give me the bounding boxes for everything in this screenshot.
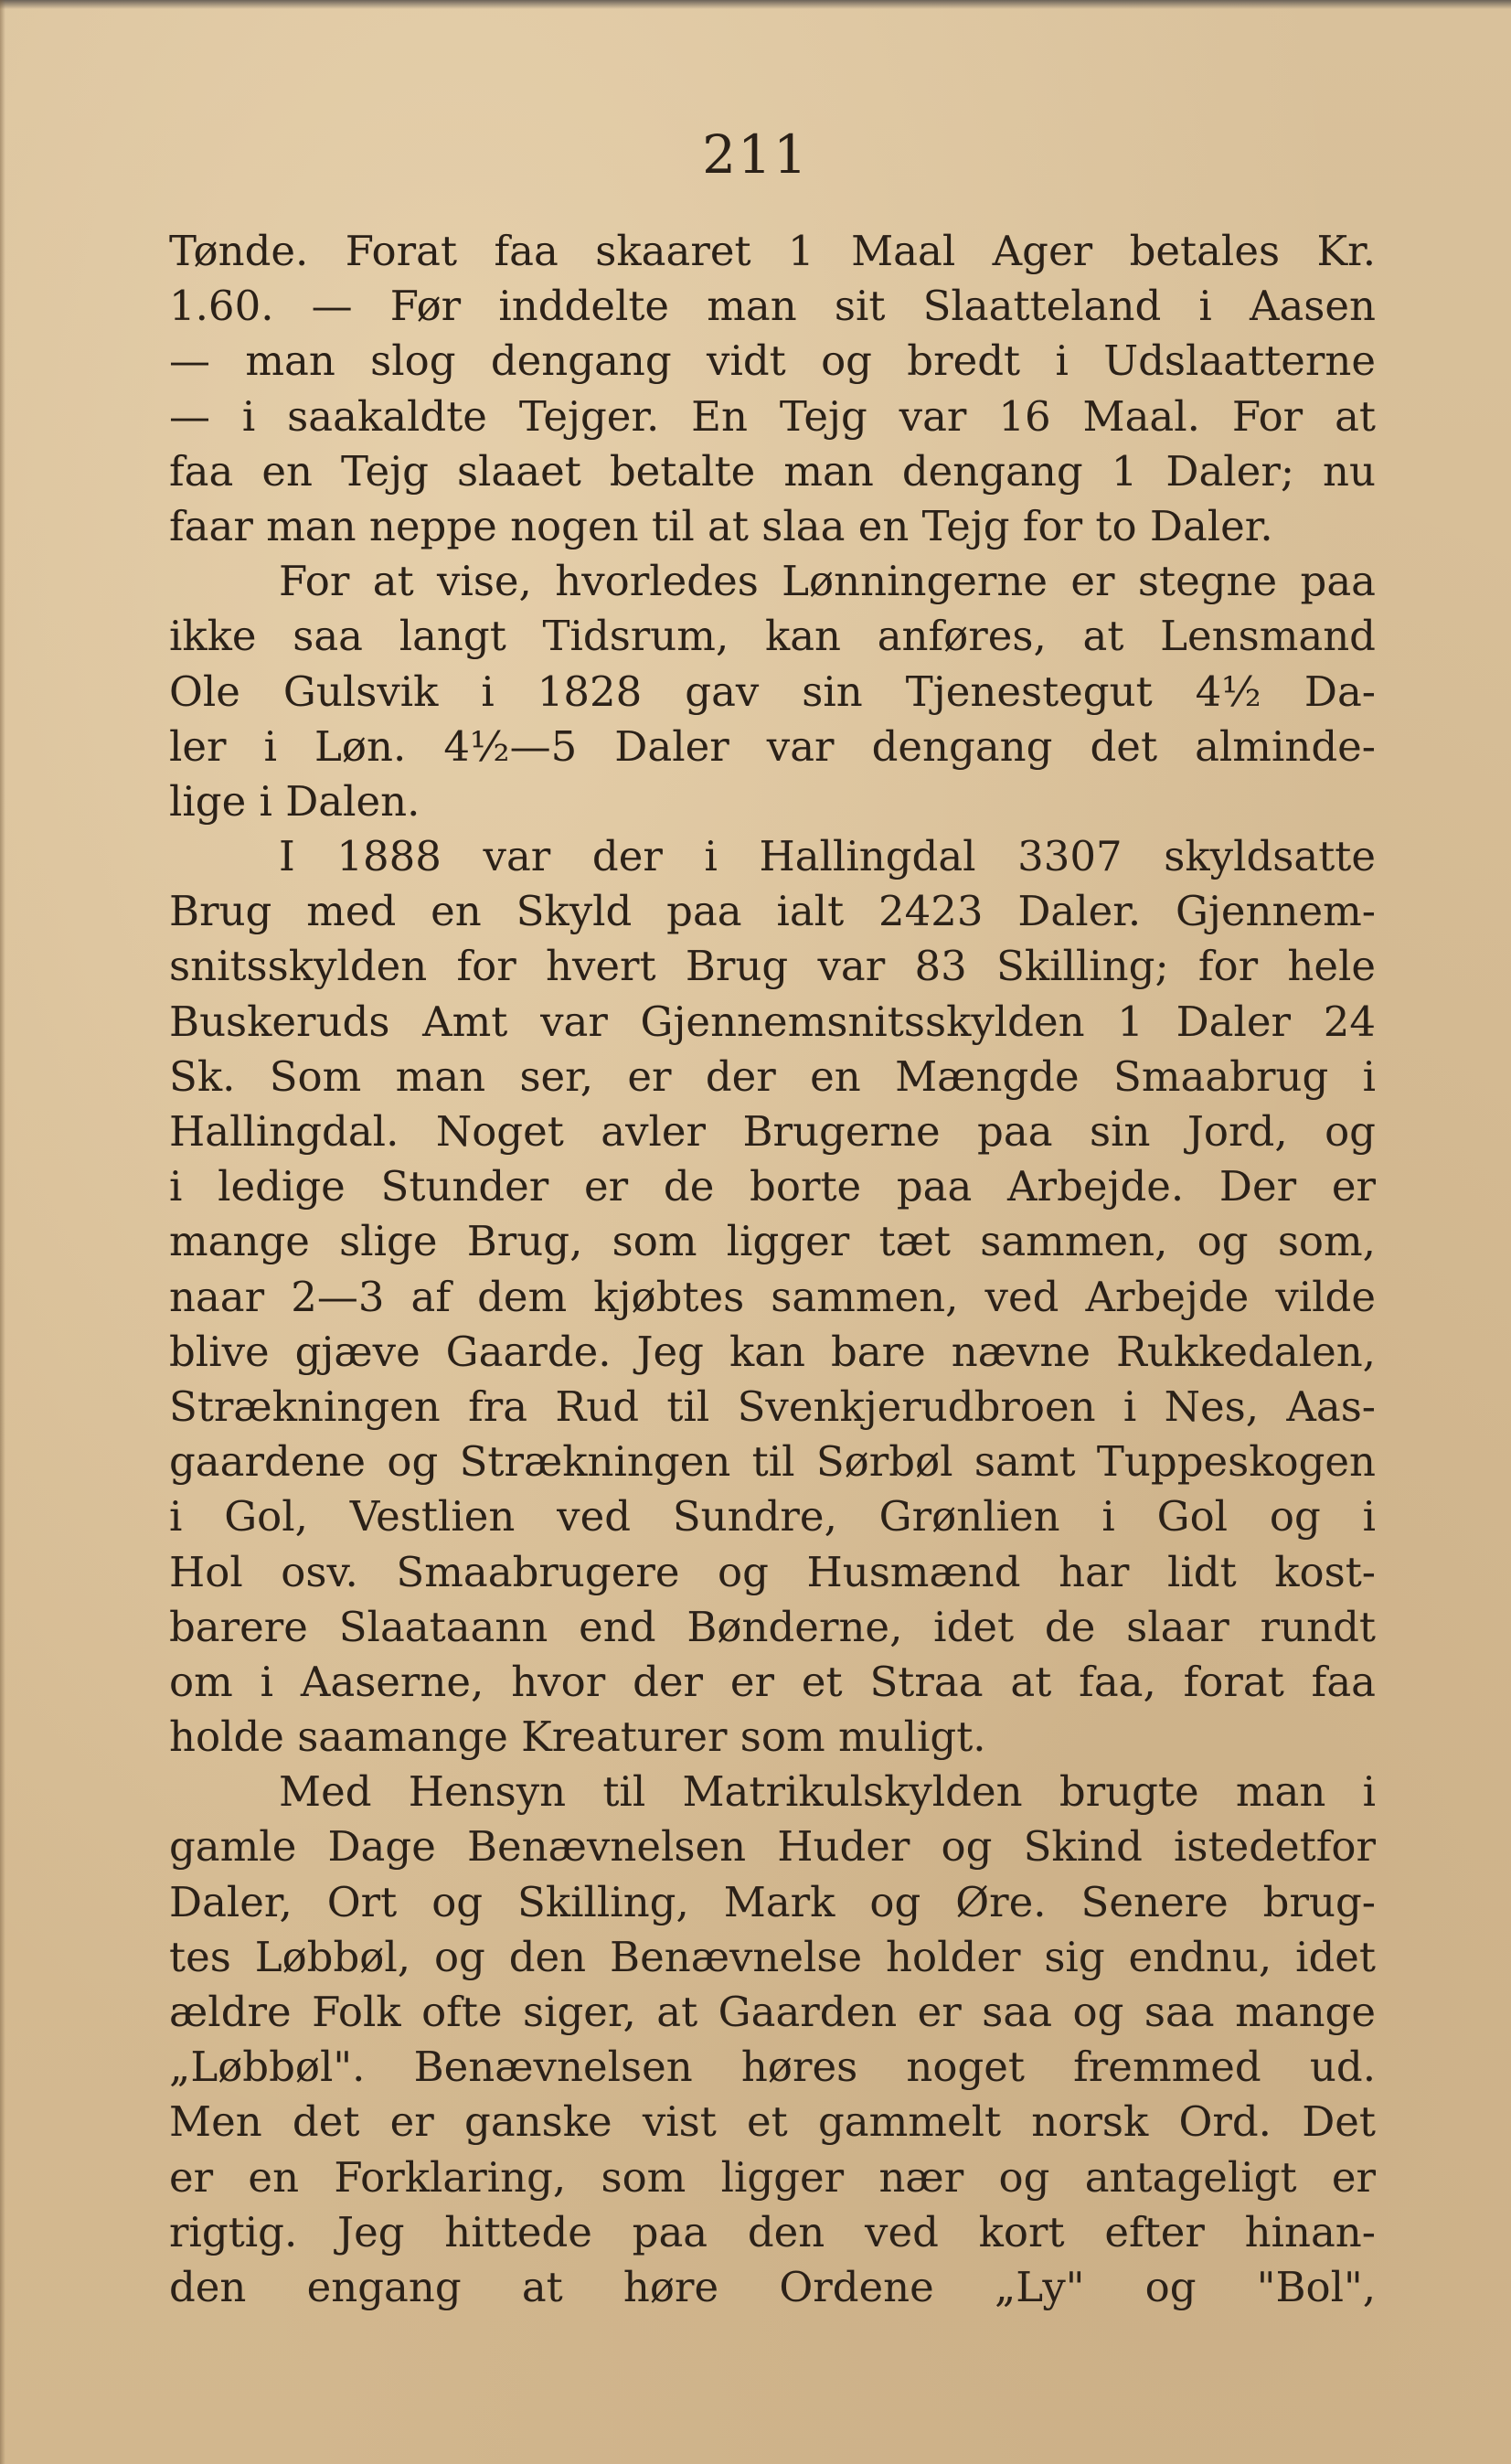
page-top-edge — [0, 0, 1511, 9]
text-line: ikke saa langt Tidsrum, kan anføres, at Lensmand — [169, 612, 1376, 661]
text-line: ældre Folk ofte siger, at Gaarden er saa og saa mange — [169, 1988, 1376, 2036]
page-left-edge — [0, 0, 5, 2464]
text-line: ler i Løn. 4½—5 Daler var dengang det alminde- — [169, 721, 1376, 771]
text-line: — man slog dengang vidt og bredt i Udslaatterne — [169, 336, 1376, 386]
text-line: om i Aaserne, hvor der er et Straa at faa, forat faa — [169, 1657, 1376, 1706]
text-line: tes Løbbøl, og den Benævnelse holder sig endnu, idet — [169, 1932, 1376, 1981]
text-line: gaardene og Strækningen til Sørbøl samt Tuppeskogen — [169, 1437, 1376, 1487]
text-line: Med Hensyn til Matrikulskylden brugte man i — [279, 1767, 1376, 1817]
text-line: Brug med en Skyld paa ialt 2423 Daler. Gjennem- — [169, 887, 1376, 936]
page-number: 211 — [702, 123, 809, 186]
text-line: naar 2—3 af dem kjøbtes sammen, ved Arbejde vilde — [169, 1272, 1376, 1321]
text-line: snitsskylden for hvert Brug var 83 Skilling; for hele — [169, 942, 1376, 991]
text-line: Hol osv. Smaabrugere og Husmænd har lidt kost- — [169, 1547, 1376, 1596]
text-line: Ole Gulsvik i 1828 gav sin Tjenestegut 4½ Da- — [169, 667, 1376, 716]
text-line: 1.60. — Før inddelte man sit Slaatteland i Aasen — [169, 282, 1376, 331]
text-line: barere Slaataann end Bønderne, idet de slaar rundt — [169, 1602, 1376, 1651]
text-line: faa en Tejg slaaet betalte man dengang 1 Daler; nu — [169, 446, 1376, 496]
text-line: I 1888 var der i Hallingdal 3307 skyldsatte — [279, 832, 1376, 881]
text-line: — i saakaldte Tejger. En Tejg var 16 Maal. For at — [169, 391, 1376, 441]
text-line: Daler, Ort og Skilling, Mark og Øre. Senere brug- — [169, 1877, 1376, 1926]
text-line: holde saamange Kreaturer som muligt. — [169, 1712, 986, 1762]
text-line: faar man neppe nogen til at slaa en Tejg for to Daler. — [169, 501, 1273, 550]
text-line: Tønde. Forat faa skaaret 1 Maal Ager betales Kr. — [169, 227, 1376, 275]
text-line: Hallingdal. Noget avler Brugerne paa sin Jord, og — [169, 1107, 1376, 1156]
text-line: Men det er ganske vist et gammelt norsk Ord. Det — [169, 2097, 1376, 2147]
text-line: mange slige Brug, som ligger tæt sammen, og som, — [169, 1217, 1376, 1266]
body-text — [169, 224, 1376, 2315]
text-line: Sk. Som man ser, er der en Mængde Smaabrug i — [169, 1051, 1376, 1101]
text-line: den engang at høre Ordene „Ly" og "Bol", — [169, 2262, 1376, 2311]
text-line: Buskeruds Amt var Gjennemsnitsskylden 1 Daler 24 — [169, 997, 1376, 1046]
text-line: lige i Dalen. — [169, 776, 420, 826]
text-line: blive gjæve Gaarde. Jeg kan bare nævne Rukkedalen, — [169, 1327, 1376, 1376]
text-line: For at vise, hvorledes Lønningerne er stegne paa — [279, 557, 1376, 606]
text-line: rigtig. Jeg hittede paa den ved kort efter hinan- — [169, 2207, 1376, 2256]
text-line: gamle Dage Benævnelsen Huder og Skind istedetfor — [169, 1822, 1376, 1872]
text-line: er en Forklaring, som ligger nær og antageligt er — [169, 2152, 1376, 2202]
text-line: i ledige Stunder er de borte paa Arbejde. Der er — [169, 1162, 1376, 1211]
text-line: „Løbbøl". Benævnelsen høres noget fremmed ud. — [169, 2043, 1376, 2092]
text-line: Strækningen fra Rud til Svenkjerudbroen i Nes, Aas- — [169, 1381, 1376, 1431]
text-line: i Gol, Vestlien ved Sundre, Grønlien i Gol og i — [169, 1492, 1376, 1541]
